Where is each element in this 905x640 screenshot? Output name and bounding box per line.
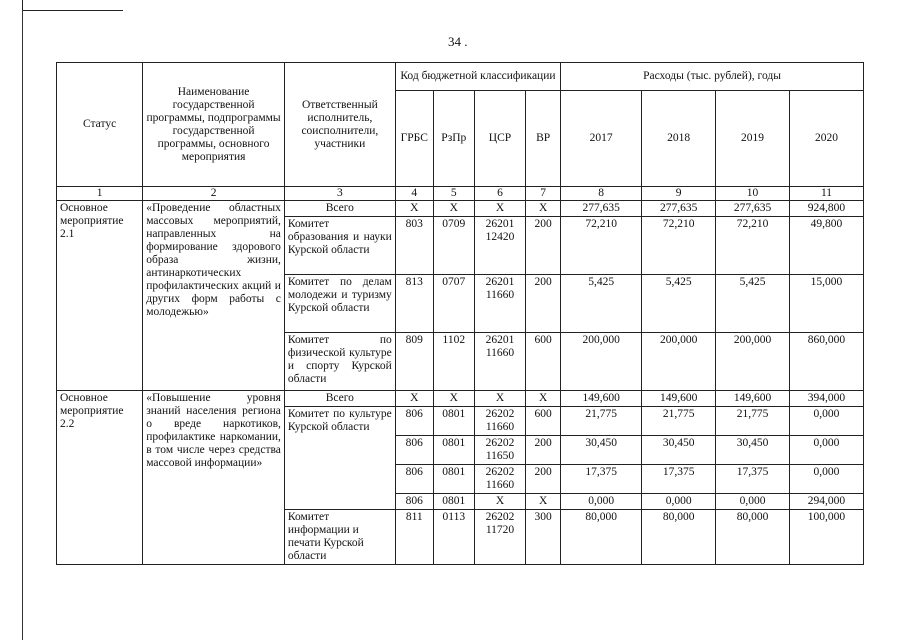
header-2017: 2017 bbox=[561, 91, 642, 187]
col-number: 8 bbox=[561, 187, 642, 201]
column-number-row bbox=[57, 187, 864, 201]
grbs-cell: Х bbox=[395, 391, 433, 407]
value-2018: 149,600 bbox=[642, 391, 716, 407]
value-2019: 21,775 bbox=[716, 407, 790, 436]
col-number: 9 bbox=[642, 187, 716, 201]
header-2019: 2019 bbox=[716, 91, 790, 187]
col-number: 2 bbox=[143, 187, 285, 201]
program-name-cell: «Проведение областных массовых мероприятий, направленных на формирование здорового образа жизни, антинаркотических профилактических акций и других форм работы с молодежью» bbox=[143, 201, 285, 391]
rzpr-cell: 1102 bbox=[433, 333, 474, 391]
col-number: 11 bbox=[789, 187, 863, 201]
value-2017: 5,425 bbox=[561, 275, 642, 333]
executor-cell: Комитет по культуре Курской области bbox=[284, 407, 395, 510]
value-2019: 30,450 bbox=[716, 436, 790, 465]
grbs-cell: 803 bbox=[395, 217, 433, 275]
value-2019: 0,000 bbox=[716, 494, 790, 510]
value-2017: 149,600 bbox=[561, 391, 642, 407]
header-expenses: Расходы (тыс. рублей), годы bbox=[561, 63, 864, 91]
header-2018: 2018 bbox=[642, 91, 716, 187]
csr-cell: 26201 11660 bbox=[474, 333, 525, 391]
value-2018: 80,000 bbox=[642, 510, 716, 565]
executor-cell: Комитет по делам молодежи и туризму Курской области bbox=[284, 275, 395, 333]
header-status: Статус bbox=[57, 63, 143, 187]
rzpr-cell: 0707 bbox=[433, 275, 474, 333]
header-vr: ВР bbox=[526, 91, 561, 187]
header-rzpr: РзПр bbox=[433, 91, 474, 187]
vr-cell: 300 bbox=[526, 510, 561, 565]
value-2017: 72,210 bbox=[561, 217, 642, 275]
value-2020: 924,800 bbox=[789, 201, 863, 217]
rzpr-cell: Х bbox=[433, 391, 474, 407]
rzpr-cell: 0113 bbox=[433, 510, 474, 565]
col-number: 5 bbox=[433, 187, 474, 201]
header-budget-code: Код бюджетной классификации bbox=[395, 63, 560, 91]
value-2020: 49,800 bbox=[789, 217, 863, 275]
vr-cell: 600 bbox=[526, 407, 561, 436]
vr-cell: Х bbox=[526, 391, 561, 407]
csr-cell: Х bbox=[474, 201, 525, 217]
value-2018: 21,775 bbox=[642, 407, 716, 436]
vr-cell: 200 bbox=[526, 465, 561, 494]
col-number: 3 bbox=[284, 187, 395, 201]
value-2020: 100,000 bbox=[789, 510, 863, 565]
value-2019: 17,375 bbox=[716, 465, 790, 494]
vr-cell: 200 bbox=[526, 436, 561, 465]
vr-cell: Х bbox=[526, 494, 561, 510]
grbs-cell: 806 bbox=[395, 494, 433, 510]
value-2018: 72,210 bbox=[642, 217, 716, 275]
value-2020: 0,000 bbox=[789, 407, 863, 436]
executor-cell: Комитет по физической культуре и спорту Курской области bbox=[284, 333, 395, 391]
executor-cell: Всего bbox=[284, 201, 395, 217]
value-2020: 394,000 bbox=[789, 391, 863, 407]
value-2017: 200,000 bbox=[561, 333, 642, 391]
status-cell: Основное мероприятие 2.2 bbox=[57, 391, 143, 565]
value-2018: 30,450 bbox=[642, 436, 716, 465]
value-2017: 17,375 bbox=[561, 465, 642, 494]
value-2020: 0,000 bbox=[789, 436, 863, 465]
value-2017: 80,000 bbox=[561, 510, 642, 565]
corner-mark bbox=[22, 0, 123, 11]
col-number: 4 bbox=[395, 187, 433, 201]
header-program-name: Наименование государственной программы, подпрограммы государственной программы, основного мероприятия bbox=[143, 63, 285, 187]
csr-cell: 26201 11660 bbox=[474, 275, 525, 333]
grbs-cell: 806 bbox=[395, 436, 433, 465]
value-2019: 5,425 bbox=[716, 275, 790, 333]
executor-cell: Всего bbox=[284, 391, 395, 407]
vr-cell: 600 bbox=[526, 333, 561, 391]
value-2017: 0,000 bbox=[561, 494, 642, 510]
value-2020: 294,000 bbox=[789, 494, 863, 510]
header-csr: ЦСР bbox=[474, 91, 525, 187]
rzpr-cell: 0709 bbox=[433, 217, 474, 275]
grbs-cell: 806 bbox=[395, 465, 433, 494]
col-number: 7 bbox=[526, 187, 561, 201]
executor-cell: Комитет информации и печати Курской области bbox=[284, 510, 395, 565]
value-2018: 5,425 bbox=[642, 275, 716, 333]
value-2019: 277,635 bbox=[716, 201, 790, 217]
rzpr-cell: 0801 bbox=[433, 407, 474, 436]
col-number: 10 bbox=[716, 187, 790, 201]
table-row bbox=[57, 201, 864, 217]
rzpr-cell: 0801 bbox=[433, 494, 474, 510]
rzpr-cell: 0801 bbox=[433, 465, 474, 494]
col-number: 1 bbox=[57, 187, 143, 201]
value-2019: 72,210 bbox=[716, 217, 790, 275]
value-2018: 200,000 bbox=[642, 333, 716, 391]
rzpr-cell: 0801 bbox=[433, 436, 474, 465]
vr-cell: 200 bbox=[526, 217, 561, 275]
program-name-cell: «Повышение уровня знаний населения региона о вреде наркотиков, профилактике наркомании, в том числе через средства массовой информации» bbox=[143, 391, 285, 565]
vr-cell: Х bbox=[526, 201, 561, 217]
rzpr-cell: Х bbox=[433, 201, 474, 217]
csr-cell: Х bbox=[474, 494, 525, 510]
csr-cell: 26202 11650 bbox=[474, 436, 525, 465]
grbs-cell: 806 bbox=[395, 407, 433, 436]
csr-cell: 26201 12420 bbox=[474, 217, 525, 275]
value-2018: 17,375 bbox=[642, 465, 716, 494]
value-2018: 0,000 bbox=[642, 494, 716, 510]
status-cell: Основное мероприятие 2.1 bbox=[57, 201, 143, 391]
header-2020: 2020 bbox=[789, 91, 863, 187]
value-2017: 30,450 bbox=[561, 436, 642, 465]
margin-line bbox=[22, 10, 23, 640]
page-number: 34 . bbox=[448, 34, 468, 49]
grbs-cell: 811 bbox=[395, 510, 433, 565]
header-grbs: ГРБС bbox=[395, 91, 433, 187]
value-2020: 0,000 bbox=[789, 465, 863, 494]
vr-cell: 200 bbox=[526, 275, 561, 333]
grbs-cell: 813 bbox=[395, 275, 433, 333]
csr-cell: 26202 11720 bbox=[474, 510, 525, 565]
value-2018: 277,635 bbox=[642, 201, 716, 217]
csr-cell: 26202 11660 bbox=[474, 407, 525, 436]
grbs-cell: Х bbox=[395, 201, 433, 217]
value-2019: 149,600 bbox=[716, 391, 790, 407]
value-2017: 277,635 bbox=[561, 201, 642, 217]
col-number: 6 bbox=[474, 187, 525, 201]
csr-cell: 26202 11660 bbox=[474, 465, 525, 494]
value-2019: 80,000 bbox=[716, 510, 790, 565]
executor-cell: Комитет образования и науки Курской области bbox=[284, 217, 395, 275]
value-2020: 860,000 bbox=[789, 333, 863, 391]
budget-table bbox=[56, 62, 864, 565]
header-executor: Ответственный исполнитель, соисполнители, участники bbox=[284, 63, 395, 187]
grbs-cell: 809 bbox=[395, 333, 433, 391]
table-row bbox=[57, 391, 864, 407]
csr-cell: Х bbox=[474, 391, 525, 407]
value-2020: 15,000 bbox=[789, 275, 863, 333]
value-2017: 21,775 bbox=[561, 407, 642, 436]
value-2019: 200,000 bbox=[716, 333, 790, 391]
